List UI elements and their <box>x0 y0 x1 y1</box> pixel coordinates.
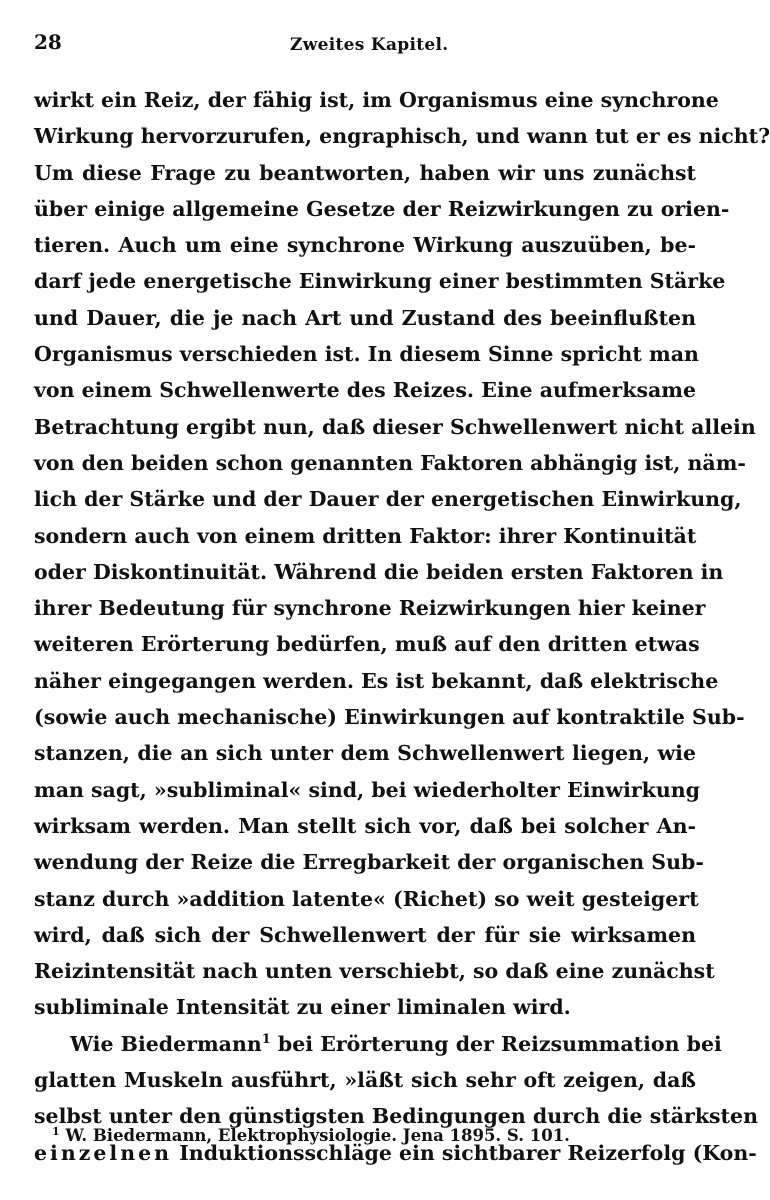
text-line: stanzen, die an sich unter dem Schwellenwert liegen, wie <box>34 741 696 766</box>
running-title: Zweites Kapitel. <box>290 35 449 55</box>
text-line: ihrer Bedeutung für synchrone Reizwirkungen hier keiner <box>34 596 706 621</box>
text-line: selbst unter den günstigsten Bedingungen durch die stärksten <box>34 1104 758 1129</box>
text-line: man sagt, »subliminal« sind, bei wiederholter Einwirkung <box>34 777 700 802</box>
text-line: über einige allgemeine Gesetze der Reizwirkungen zu orien- <box>34 196 730 221</box>
footnote-mark: 1 <box>52 1125 60 1138</box>
text-line: weiteren Erörterung bedürfen, muß auf den dritten etwas <box>34 632 700 657</box>
text-line: Reizintensität nach unten verschiebt, so daß eine zunächst <box>34 959 715 984</box>
footnote-text: W. Biedermann, Elektrophysiologie. Jena 1895. S. 101. <box>59 1126 570 1145</box>
text-segment: Induktionsschläge ein sichtbarer Reizerfolg (Kon- <box>172 1140 757 1165</box>
text-line: und Dauer, die je nach Art und Zustand des beeinflußten <box>34 305 696 330</box>
text-line: Betrachtung ergibt nun, daß dieser Schwellenwert nicht allein <box>34 414 756 439</box>
text-line: von einem Schwellenwerte des Reizes. Eine aufmerksame <box>34 378 696 403</box>
text-line: subliminale Intensität zu einer liminalen wird. <box>34 995 571 1020</box>
paragraph-2 <box>34 1026 758 1171</box>
text-line: glatten Muskeln ausführt, »läßt sich sehr oft zeigen, daß <box>34 1068 696 1093</box>
body-text <box>34 82 770 1171</box>
text-line: sondern auch von einem dritten Faktor: ihrer Kontinuität <box>34 523 697 548</box>
text-line: tieren. Auch um eine synchrone Wirkung auszuüben, be- <box>34 233 696 258</box>
text-line: wirksam werden. Man stellt sich vor, daß bei solcher An- <box>34 813 696 838</box>
text-line: wendung der Reize die Erregbarkeit der organischen Sub- <box>34 850 704 875</box>
text-line: stanz durch »addition latente« (Richet) so weit gesteigert <box>34 886 699 911</box>
text-line: oder Diskontinuität. Während die beiden ersten Faktoren in <box>34 559 724 584</box>
text-line: (sowie auch mechanische) Einwirkungen auf kontraktile Sub- <box>34 705 745 730</box>
text-segment: bei Erörterung der Reizsummation bei <box>270 1031 722 1056</box>
text-line: von den beiden schon genannten Faktoren abhängig ist, näm- <box>34 450 746 475</box>
text-segment: Wie Biedermann <box>70 1031 262 1056</box>
text-line: darf jede energetische Einwirkung einer bestimmten Stärke <box>34 269 726 294</box>
text-line: Um diese Frage zu beantworten, haben wir uns zunächst <box>34 160 696 185</box>
paragraph-1 <box>34 82 770 1026</box>
text-line: wird, daß sich der Schwellenwert der für sie wirksamen <box>34 922 696 947</box>
footnote <box>52 1126 570 1145</box>
text-line: Wirkung hervorzurufen, engraphisch, und wann tut er es nicht? <box>34 124 770 149</box>
footnote-reference: 1 <box>261 1031 271 1047</box>
page-number: 28 <box>34 30 62 54</box>
emphasized-word: einzelnen <box>34 1140 173 1165</box>
text-line: Organismus verschieden ist. In diesem Sinne spricht man <box>34 342 699 367</box>
text-line: wirkt ein Reiz, der fähig ist, im Organismus eine synchrone <box>34 88 719 112</box>
text-line: näher eingegangen werden. Es ist bekannt, daß elektrische <box>34 668 719 693</box>
text-line <box>34 1026 722 1062</box>
text-line: lich der Stärke und der Dauer der energetischen Einwirkung, <box>34 487 742 512</box>
